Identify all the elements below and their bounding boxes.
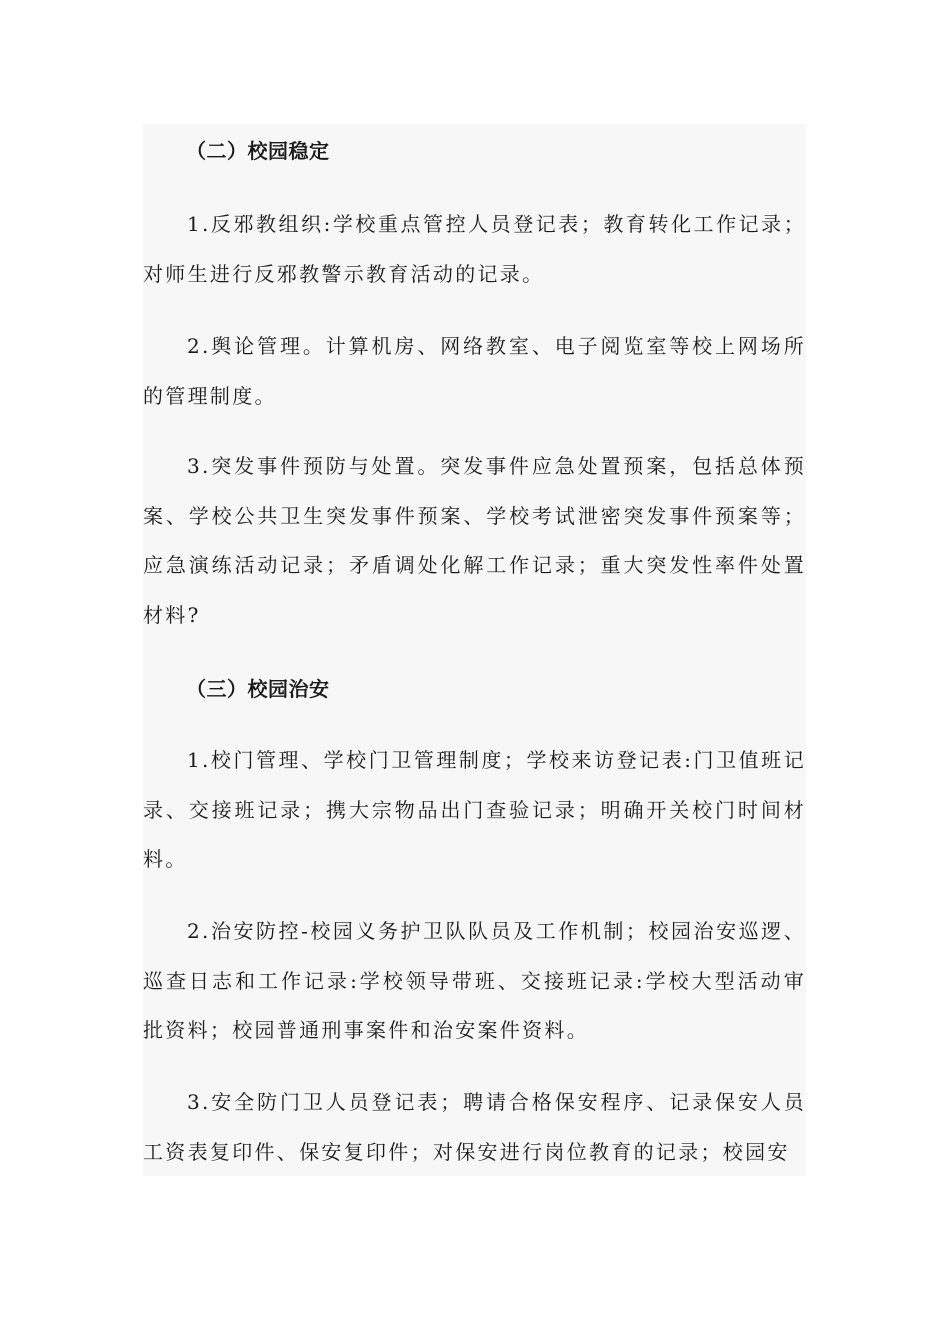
paragraph-guard-personnel: 3.安全防门卫人员登记表；聘请合格保安程序、记录保安人员工资表复印件、保安复印件；对保安进行岗位教育的记录；校园安 (143, 1090, 806, 1164)
paragraph-public-opinion: 2.舆论管理。计算机房、网络教室、电子阅览室等校上网场所的管理制度。 (143, 334, 806, 408)
paragraph-gate-management: 1.校门管理、学校门卫管理制度；学校来访登记表:门卫值班记录、交接班记录；携大宗物品出门查验记录；明确开关校门时间材料。 (143, 748, 806, 871)
paragraph-security-patrol: 2.治安防控-校园义务护卫队队员及工作机制；校园治安巡逻、巡查日志和工作记录:学校领导带班、交接班记录:学校大型活动审批资料；校园普通刑事案件和治安案件资料。 (143, 919, 806, 1042)
section-heading-campus-stability: （二）校园稳定 (186, 139, 330, 163)
paragraph-emergency-handling: 3.突发事件预防与处置。突发事件应急处置预案，包括总体预案、学校公共卫生突发事件预案、学校考试泄密突发事件预案等；应急演练活动记录；矛盾调处化解工作记录；重大突发性率件处置材料? (143, 454, 806, 627)
paragraph-anti-cult: 1.反邪教组织:学校重点管控人员登记表；教育转化工作记录；对师生进行反邪教警示教育活动的记录。 (143, 212, 806, 286)
document-content (143, 124, 806, 1176)
section-heading-campus-security: （三）校园治安 (186, 677, 330, 701)
